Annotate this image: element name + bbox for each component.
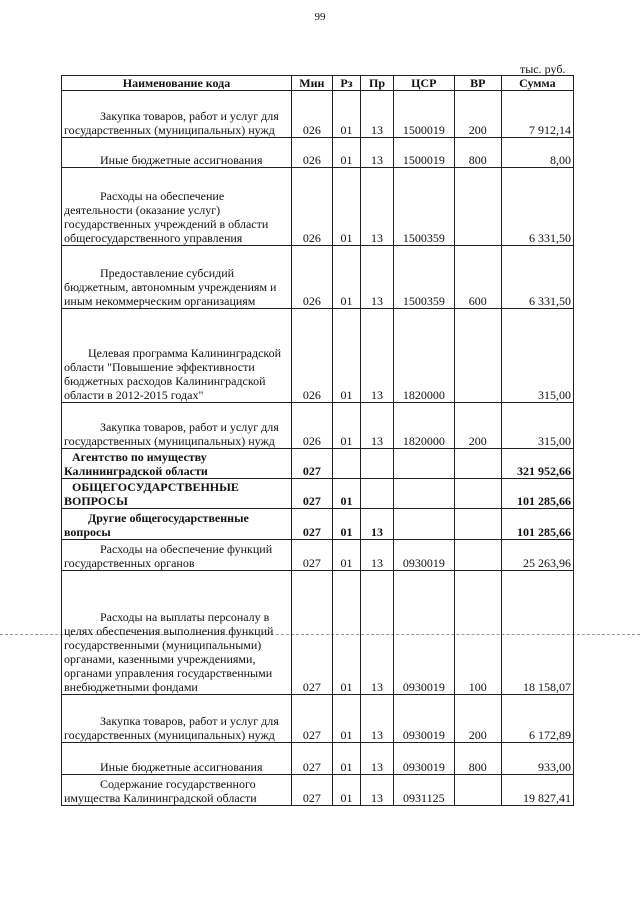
row-vr: [454, 168, 501, 246]
row-sum: 933,00: [501, 743, 573, 775]
row-sum: 25 263,96: [501, 540, 573, 571]
row-sum: 321 952,66: [501, 449, 573, 479]
row-name-text: Расходы на выплаты персоналу в целях обеспечения выполнения функций государственными (муниципальными) органами, казенными учреждениями, органами управления государственными внебюджетными фондами: [64, 610, 274, 694]
row-sum: 19 827,41: [501, 775, 573, 806]
row-name-text: Расходы на обеспечение деятельности (оказание услуг) государственных учреждений в области общегосударственного управления: [64, 189, 269, 245]
row-name: [62, 479, 292, 509]
row-min: 027: [292, 743, 333, 775]
row-name: [62, 449, 292, 479]
row-pr: 13: [361, 309, 394, 403]
row-sum: 6 172,89: [501, 695, 573, 743]
table-row: [62, 168, 574, 246]
row-name: [62, 403, 292, 449]
row-rz: 01: [332, 168, 361, 246]
table-row: [62, 775, 574, 806]
table-row: [62, 743, 574, 775]
row-rz: 01: [332, 540, 361, 571]
row-pr: 13: [361, 540, 394, 571]
table-row: [62, 138, 574, 168]
row-rz: 01: [332, 138, 361, 168]
row-pr: 13: [361, 743, 394, 775]
row-pr: 13: [361, 509, 394, 540]
row-min: 027: [292, 695, 333, 743]
row-sum: 6 331,50: [501, 168, 573, 246]
row-min: 026: [292, 138, 333, 168]
row-vr: 600: [454, 246, 501, 309]
row-name-text: Иные бюджетные ассигнования: [100, 153, 263, 167]
row-vr: [454, 540, 501, 571]
row-min: 027: [292, 540, 333, 571]
table-row: [62, 403, 574, 449]
row-pr: 13: [361, 775, 394, 806]
row-csr: [393, 509, 454, 540]
row-name: [62, 91, 292, 138]
row-vr: [454, 775, 501, 806]
table-row: [62, 695, 574, 743]
row-min: 026: [292, 246, 333, 309]
row-name: [62, 509, 292, 540]
row-name: [62, 743, 292, 775]
row-rz: 01: [332, 695, 361, 743]
row-min: 026: [292, 309, 333, 403]
row-sum: 101 285,66: [501, 509, 573, 540]
row-name: [62, 168, 292, 246]
row-vr: 200: [454, 403, 501, 449]
row-name-text: Закупка товаров, работ и услуг для государственных (муниципальных) нужд: [64, 109, 279, 137]
row-rz: [332, 449, 361, 479]
row-rz: 01: [332, 403, 361, 449]
row-pr: 13: [361, 168, 394, 246]
row-pr: [361, 479, 394, 509]
row-rz: 01: [332, 571, 361, 695]
row-rz: 01: [332, 775, 361, 806]
units-label: тыс. руб.: [520, 62, 566, 76]
column-header-name: Наименование кода: [62, 76, 292, 91]
row-min: 026: [292, 168, 333, 246]
row-name-text: Расходы на обеспечение функций государственных органов: [64, 542, 273, 570]
row-name: [62, 695, 292, 743]
row-csr: [393, 449, 454, 479]
row-min: 026: [292, 91, 333, 138]
table-row: [62, 91, 574, 138]
table-row: [62, 509, 574, 540]
row-min: 027: [292, 571, 333, 695]
column-header-sum: Сумма: [501, 76, 573, 91]
column-header-rz: Рз: [332, 76, 361, 91]
row-name: [62, 571, 292, 695]
row-csr: 1500359: [393, 246, 454, 309]
row-rz: 01: [332, 91, 361, 138]
row-name-text: Закупка товаров, работ и услуг для государственных (муниципальных) нужд: [64, 420, 279, 448]
row-rz: 01: [332, 509, 361, 540]
row-name-text: Иные бюджетные ассигнования: [100, 760, 263, 774]
row-sum: 8,00: [501, 138, 573, 168]
row-vr: 800: [454, 138, 501, 168]
row-sum: 7 912,14: [501, 91, 573, 138]
row-csr: 0930019: [393, 540, 454, 571]
column-header-min: Мин: [292, 76, 333, 91]
row-sum: 6 331,50: [501, 246, 573, 309]
budget-table: [61, 75, 574, 806]
table-row: [62, 571, 574, 695]
row-min: 027: [292, 509, 333, 540]
row-min: 026: [292, 403, 333, 449]
row-sum: 315,00: [501, 309, 573, 403]
column-header-pr: Пр: [361, 76, 394, 91]
row-csr: 1500359: [393, 168, 454, 246]
row-pr: [361, 449, 394, 479]
row-name-text: Агентство по имуществу Калининградской области: [64, 450, 208, 478]
row-name: [62, 309, 292, 403]
row-rz: 01: [332, 743, 361, 775]
row-pr: 13: [361, 695, 394, 743]
row-name: [62, 246, 292, 309]
row-name-text: Другие общегосударственные вопросы: [64, 511, 249, 539]
row-pr: 13: [361, 246, 394, 309]
row-sum: 18 158,07: [501, 571, 573, 695]
row-pr: 13: [361, 138, 394, 168]
row-rz: 01: [332, 479, 361, 509]
table-row: [62, 309, 574, 403]
row-name-text: Целевая программа Калининградской области "Повышение эффективности бюджетных расходов Калининградской области в 2012-2015 годах": [64, 346, 282, 402]
row-csr: 1500019: [393, 91, 454, 138]
page-number: 99: [314, 11, 326, 23]
column-header-vr: ВР: [454, 76, 501, 91]
row-pr: 13: [361, 403, 394, 449]
row-min: 027: [292, 479, 333, 509]
row-sum: 315,00: [501, 403, 573, 449]
row-name-text: Содержание государственного имущества Калининградской области: [64, 777, 257, 805]
table-header-row: [62, 76, 574, 91]
table-row: [62, 449, 574, 479]
row-min: 027: [292, 449, 333, 479]
row-vr: [454, 309, 501, 403]
row-csr: 1820000: [393, 309, 454, 403]
row-rz: 01: [332, 246, 361, 309]
row-csr: 1820000: [393, 403, 454, 449]
row-name: [62, 540, 292, 571]
row-csr: 0930019: [393, 571, 454, 695]
row-min: 027: [292, 775, 333, 806]
row-pr: 13: [361, 91, 394, 138]
row-vr: [454, 449, 501, 479]
table-row: [62, 540, 574, 571]
row-csr: 0931125: [393, 775, 454, 806]
row-vr: 200: [454, 695, 501, 743]
row-vr: 100: [454, 571, 501, 695]
row-pr: 13: [361, 571, 394, 695]
table-row: [62, 479, 574, 509]
row-vr: 200: [454, 91, 501, 138]
row-name-text: ОБЩЕГОСУДАРСТВЕННЫЕ ВОПРОСЫ: [64, 480, 239, 508]
column-header-csr: ЦСР: [393, 76, 454, 91]
row-csr: 0930019: [393, 695, 454, 743]
row-name: [62, 138, 292, 168]
row-rz: 01: [332, 309, 361, 403]
table-row: [62, 246, 574, 309]
row-vr: 800: [454, 743, 501, 775]
row-name-text: Закупка товаров, работ и услуг для государственных (муниципальных) нужд: [64, 714, 279, 742]
row-vr: [454, 479, 501, 509]
row-name: [62, 775, 292, 806]
row-csr: [393, 479, 454, 509]
row-sum: 101 285,66: [501, 479, 573, 509]
row-vr: [454, 509, 501, 540]
row-csr: 1500019: [393, 138, 454, 168]
row-name-text: Предоставление субсидий бюджетным, автономным учреждениям и иным некоммерческим организациям: [64, 266, 277, 308]
row-csr: 0930019: [393, 743, 454, 775]
